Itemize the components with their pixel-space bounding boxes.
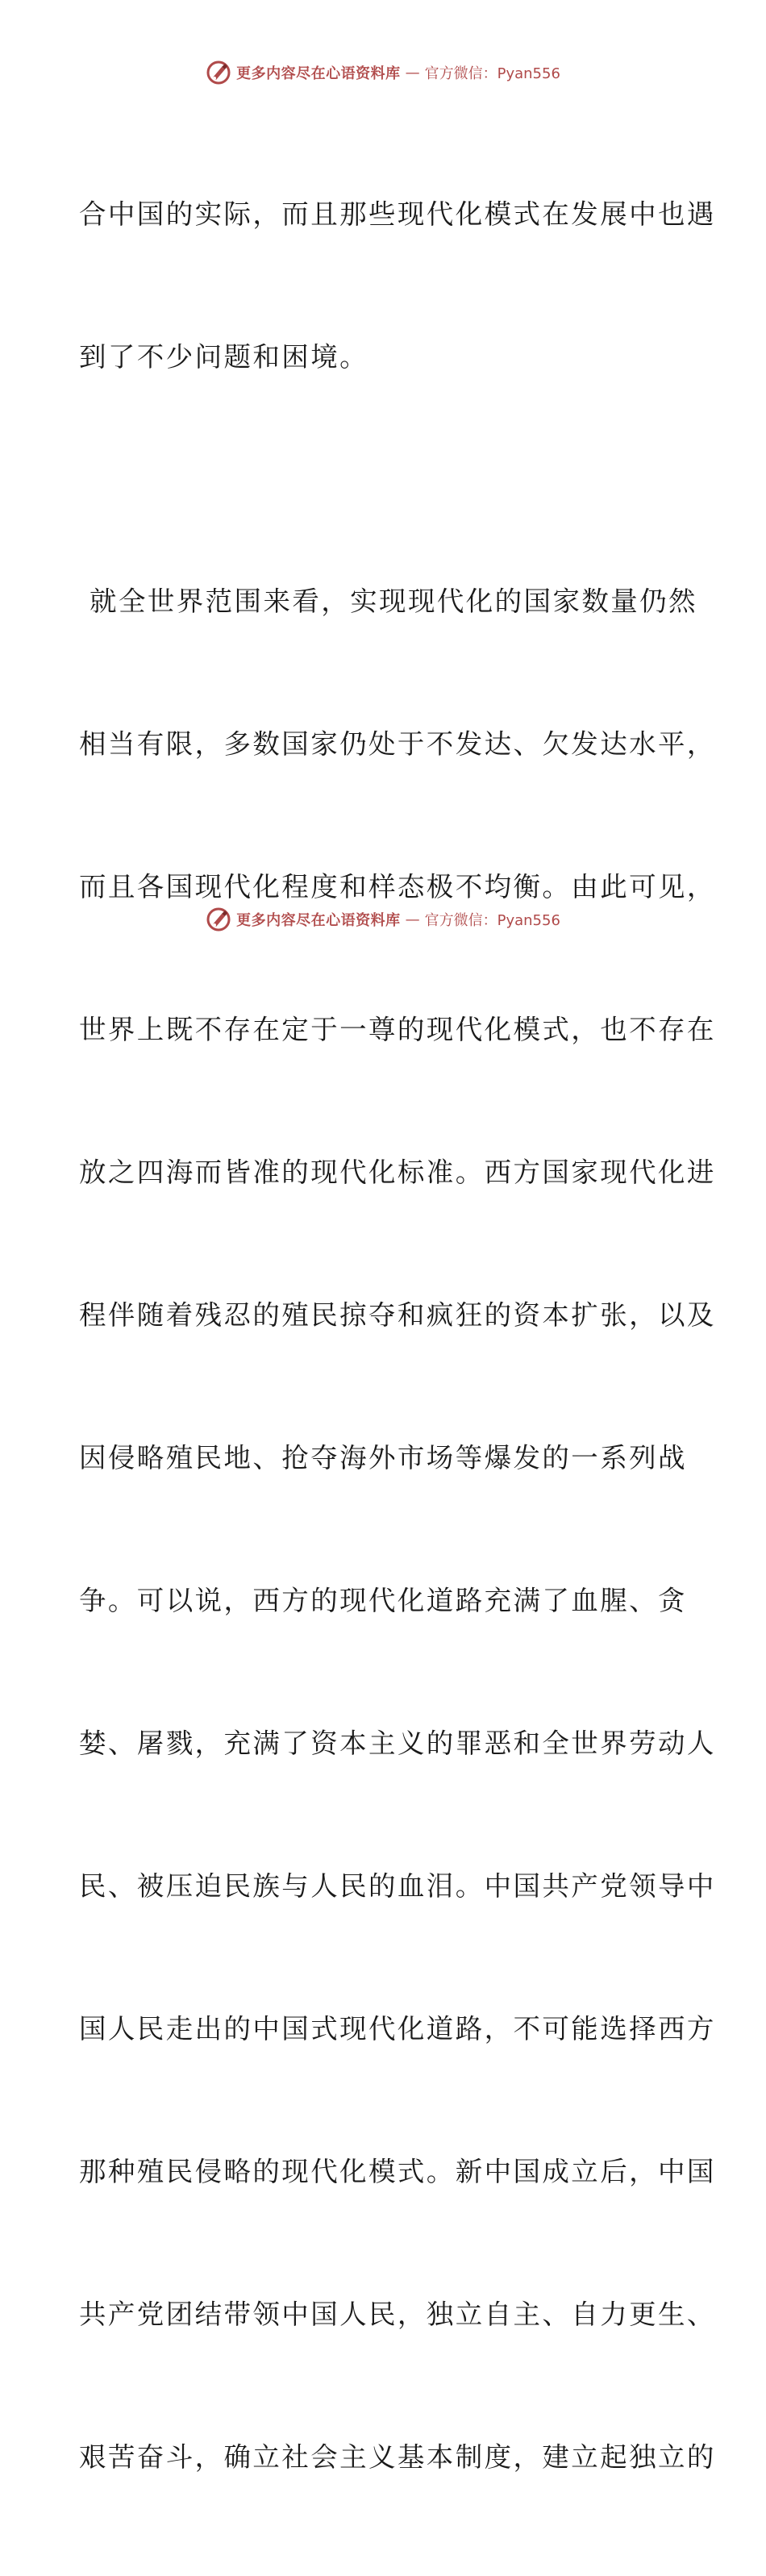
text-line: 争。可以说，西方的现代化道路充满了血腥、贪 xyxy=(79,1585,687,1616)
text-line: 艰苦奋斗，确立社会主义基本制度，建立起独立的 xyxy=(79,2441,716,2473)
text-line: 婪、屠戮，充满了资本主义的罪恶和全世界劳动人 xyxy=(79,1728,716,1759)
text-line: 共产党团结带领中国人民，独立自主、自力更生、 xyxy=(79,2299,716,2330)
text-line: 而且各国现代化程度和样态极不均衡。由此可见， xyxy=(79,871,716,902)
ink-pen-logo-icon xyxy=(206,60,231,85)
banner-separator: — xyxy=(405,64,420,81)
text-line: 到了不少问题和困境。 xyxy=(79,341,368,373)
banner-wechat-text: 官方微信：Pyan556 xyxy=(424,65,560,82)
text-line: 相当有限，多数国家仍处于不发达、欠发达水平， xyxy=(79,728,716,760)
ink-pen-logo-icon xyxy=(206,907,231,932)
paragraph-1 xyxy=(79,95,716,476)
document-body xyxy=(79,95,716,2576)
banner-separator: — xyxy=(405,911,420,928)
banner-main-text: 更多内容尽在心语资料库 xyxy=(236,65,401,82)
text-line: 合中国的实际，而且那些现代化模式在发展中也遇 xyxy=(79,198,716,230)
text-line: 世界上既不存在定于一尊的现代化模式，也不存在 xyxy=(79,1014,716,1045)
footer-banner xyxy=(0,903,766,936)
text-line: 民、被压迫民族与人民的血泪。中国共产党领导中 xyxy=(79,1870,716,1902)
text-line: 因侵略殖民地、抢夺海外市场等爆发的一系列战 xyxy=(79,1442,687,1473)
text-line: 那种殖民侵略的现代化模式。新中国成立后，中国 xyxy=(79,2156,716,2187)
text-line: 就全世界范围来看，实现现代化的国家数量仍然 xyxy=(79,586,697,617)
text-line: 国人民走出的中国式现代化道路，不可能选择西方 xyxy=(79,2013,716,2045)
paragraph-2 xyxy=(79,482,716,2576)
text-line: 程伴随着残忍的殖民掠夺和疯狂的资本扩张，以及 xyxy=(79,1299,716,1331)
header-banner xyxy=(0,56,766,89)
banner-main-text: 更多内容尽在心语资料库 xyxy=(236,912,401,929)
text-line: 放之四海而皆准的现代化标准。西方国家现代化进 xyxy=(79,1157,716,1188)
banner-wechat-text: 官方微信：Pyan556 xyxy=(424,912,560,929)
